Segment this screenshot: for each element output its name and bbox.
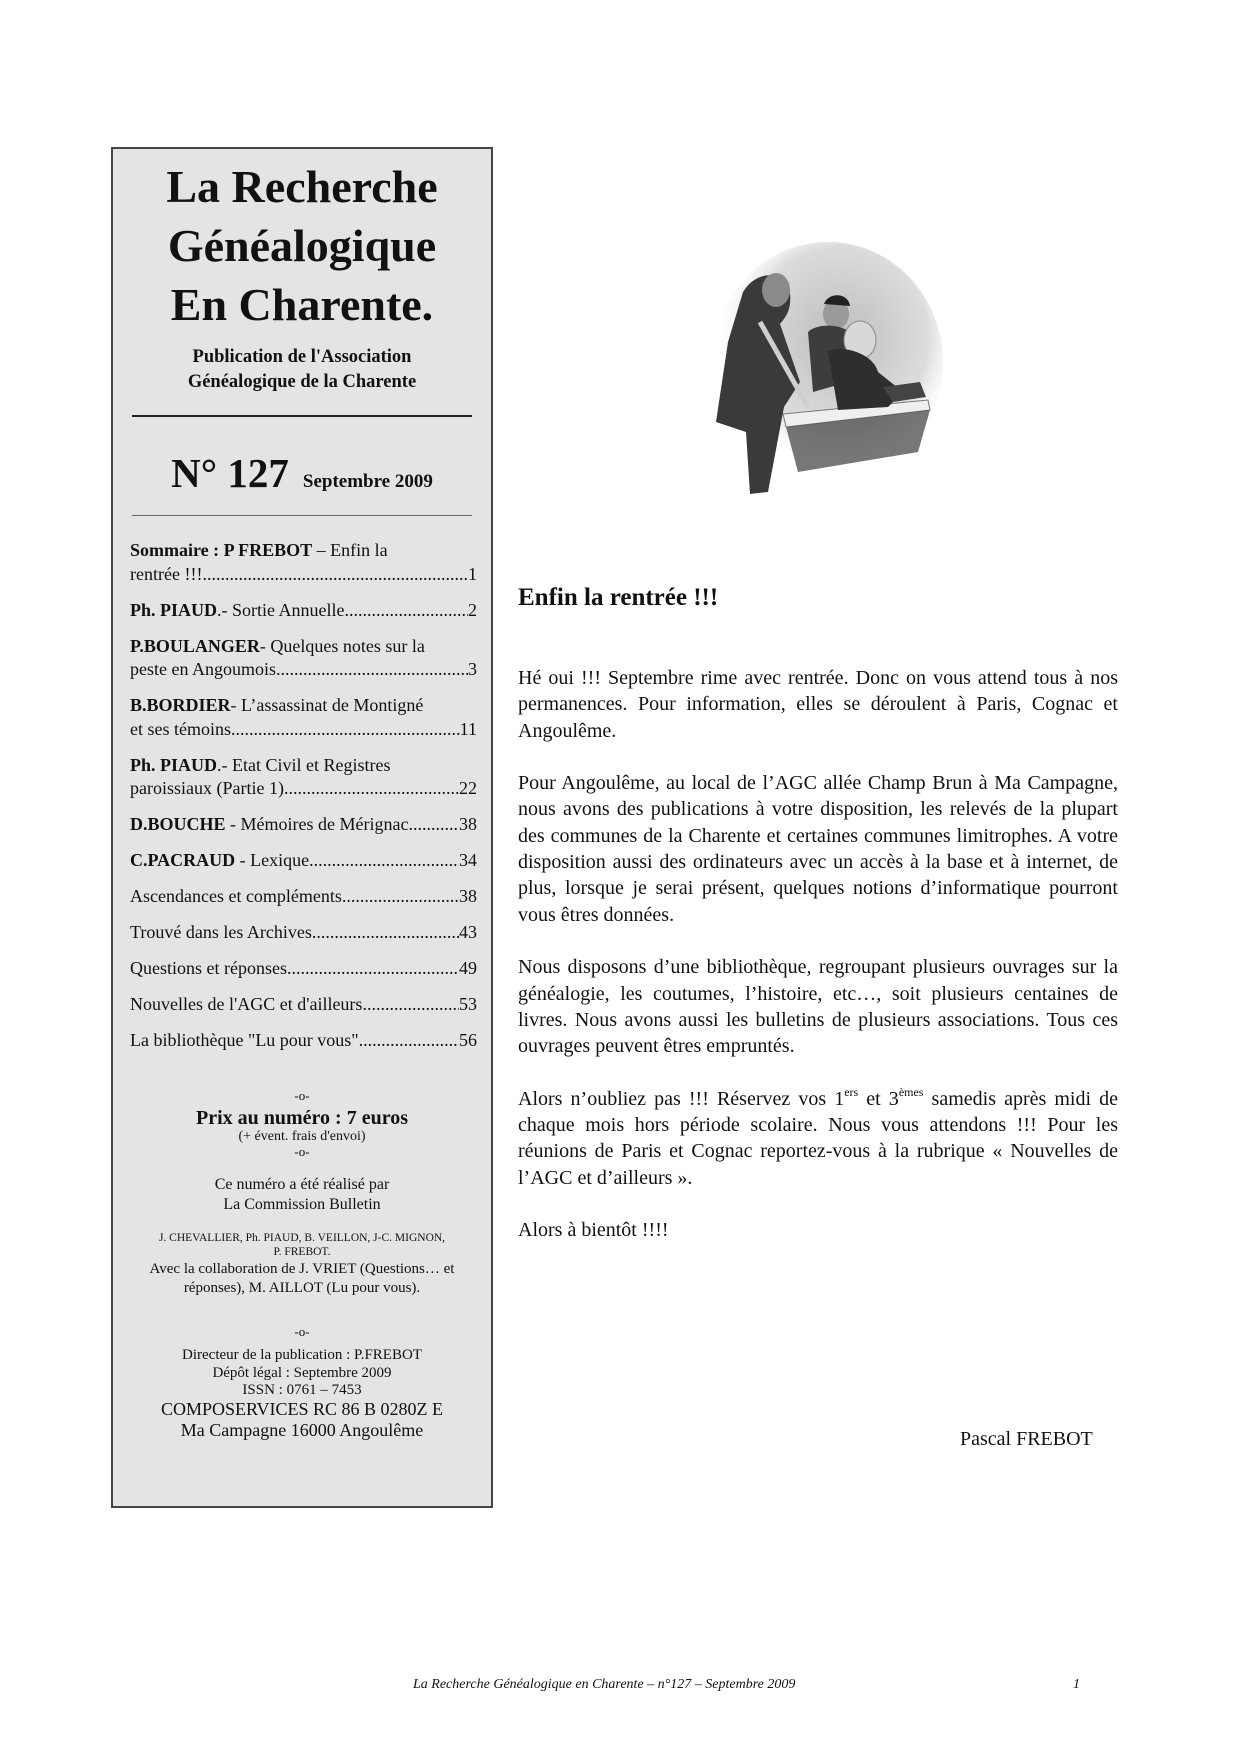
subtitle-line: Généalogique de la Charente — [187, 372, 417, 392]
separator: -o- — [294, 1144, 310, 1159]
running-footer: La Recherche Généalogique en Charente – n°127 – Septembre 2009 — [413, 1677, 796, 1692]
toc-page: 2 — [468, 599, 477, 620]
title-line: Généalogique — [167, 220, 437, 271]
toc-page: 53 — [459, 994, 477, 1014]
credits-line: Ce numéro a été réalisé par — [214, 1176, 390, 1193]
toc-item[interactable] — [130, 599, 477, 623]
toc-title: paroissiaux (Partie 1) — [130, 778, 284, 798]
toc-title: – Enfin la — [312, 540, 388, 560]
toc-item[interactable] — [130, 813, 477, 837]
dot-leader — [359, 1029, 459, 1053]
text-run: Alors n’oubliez pas !!! Réservez vos 1 — [518, 1087, 845, 1110]
toc-title: peste en Angoumois — [130, 659, 276, 679]
toc-title: Nouvelles de l'AGC et d'ailleurs — [130, 994, 363, 1014]
publisher-line: ISSN : 0761 – 7453 — [242, 1382, 362, 1398]
issue-line — [113, 449, 491, 497]
company-info — [113, 1399, 491, 1441]
toc-item[interactable] — [130, 849, 477, 873]
text-run: samedis après midi de chaque mois hors période scolaire. Nous vous attendons !!! Pour les réunions de Paris et Cognac reportez-vous à la rubrique « Nouvelles de l’AGC et d’ailleurs ». — [518, 1087, 1118, 1189]
toc-author: Ph. PIAUD — [130, 599, 218, 620]
dot-leader — [309, 849, 459, 873]
company-line: Ma Campagne 16000 Angoulême — [180, 1420, 424, 1440]
engraving-image-icon — [688, 232, 944, 517]
table-of-contents — [130, 539, 477, 1065]
toc-item[interactable] — [130, 1029, 477, 1053]
masthead-sidebar — [111, 147, 493, 1508]
toc-title: .- Sortie Annuelle — [217, 599, 345, 620]
subtitle-line: Publication de l'Association — [192, 347, 412, 367]
toc-item[interactable] — [130, 694, 477, 741]
toc-page: 34 — [459, 850, 477, 870]
committee-line: J. CHEVALLIER, Ph. PIAUD, B. VEILLON, J-C. MIGNON, — [158, 1232, 446, 1244]
toc-item[interactable] — [130, 921, 477, 945]
article-signature: Pascal FREBOT — [960, 1428, 1093, 1450]
collaboration — [113, 1260, 491, 1298]
toc-title: rentrée !!! — [130, 563, 203, 584]
dot-leader — [276, 658, 468, 682]
toc-title: Trouvé dans les Archives — [130, 922, 312, 942]
credits-line: La Commission Bulletin — [223, 1196, 381, 1213]
toc-title: Questions et réponses — [130, 958, 287, 978]
paragraph — [518, 1086, 1118, 1191]
text-run: et 3 — [858, 1087, 899, 1110]
dot-leader — [231, 718, 460, 742]
toc-page: 43 — [459, 922, 477, 942]
toc-item[interactable] — [130, 539, 477, 586]
engraving-illustration — [688, 232, 944, 517]
dot-leader — [287, 957, 459, 981]
separator: -o- — [294, 1324, 310, 1339]
toc-author: Ph. PIAUD — [130, 754, 218, 775]
title-line: La Recherche — [166, 161, 438, 212]
publisher-line: Dépôt légal : Septembre 2009 — [212, 1364, 392, 1381]
publisher-line: Directeur de la publication : P.FREBOT — [182, 1347, 422, 1363]
separator: -o- — [294, 1088, 310, 1103]
committee — [113, 1231, 491, 1259]
toc-page: 11 — [459, 718, 477, 739]
paragraph: Pour Angoulême, au local de l’AGC allée Champ Brun à Ma Campagne, nous avons des publications à votre disposition, les relevés de la plupart des communes de la Charente et certaines communes limitrophes. A votre disposition aussi des ordinateurs avec un accès à la base et à internet, de plus, lorsque je serai présent, quelques notions d’informatique pourront vous êtres données. — [518, 772, 1118, 926]
toc-author: C.PACRAUD — [130, 850, 236, 870]
toc-title: - Lexique — [235, 850, 310, 870]
toc-page: 56 — [459, 1030, 477, 1050]
divider — [132, 515, 472, 516]
toc-title: La bibliothèque "Lu pour vous" — [130, 1030, 359, 1050]
paragraph: Nous disposons d’une bibliothèque, regroupant plusieurs ouvrages sur la généalogie, les coutumes, l’histoire, etc…, soit plusieurs centaines de livres. Nous avons aussi les bulletins de plusieurs associations. Tous ces ouvrages peuvent êtres empruntés. — [518, 956, 1118, 1058]
toc-title: - Quelques notes sur la — [259, 635, 425, 656]
toc-page: 49 — [459, 958, 477, 978]
issue-number: N° 127 — [171, 450, 289, 496]
page-number: 1 — [1073, 1677, 1080, 1692]
toc-item[interactable] — [130, 993, 477, 1017]
committee-line: P. FREBOT. — [273, 1246, 331, 1258]
toc-page: 38 — [459, 886, 477, 906]
toc-author: D.BOUCHE — [130, 814, 226, 834]
dot-leader — [408, 813, 459, 837]
toc-page: 38 — [459, 814, 477, 834]
article-heading: Enfin la rentrée !!! — [518, 584, 719, 611]
credits — [113, 1175, 491, 1215]
paragraph: Hé oui !!! Septembre rime avec rentrée. Donc on vous attend tous à nos permanences. Pour information, elles se déroulent à Paris, Cognac et Angoulême. — [518, 667, 1118, 742]
toc-title: - L’assassinat de Montigné — [230, 695, 424, 715]
price: Prix au numéro : 7 euros — [195, 1107, 409, 1129]
paragraph: Alors à bientôt !!!! — [518, 1219, 669, 1242]
toc-page: 22 — [459, 778, 477, 798]
toc-page: 1 — [468, 563, 477, 584]
toc-title: et ses témoins — [130, 718, 231, 739]
toc-title: .- Etat Civil et Registres — [217, 754, 391, 775]
collaboration-line: Avec la collaboration de J. VRIET (Questions… et — [149, 1261, 455, 1277]
toc-author: Sommaire : P FREBOT — [130, 540, 313, 560]
dot-leader — [202, 563, 468, 587]
issue-month: Septembre 2009 — [302, 471, 433, 492]
company-line: COMPOSERVICES RC 86 B 0280Z E — [160, 1399, 444, 1419]
dot-leader — [362, 993, 459, 1017]
collaboration-line: réponses), M. AILLOT (Lu pour vous). — [183, 1280, 421, 1296]
price-note: (+ évent. frais d'envoi) — [238, 1129, 366, 1144]
article-body — [518, 665, 1118, 1270]
publisher-info — [113, 1347, 491, 1400]
toc-item[interactable] — [130, 957, 477, 981]
toc-item[interactable] — [130, 754, 477, 801]
ordinal-superscript: ers — [844, 1084, 859, 1099]
divider — [132, 415, 472, 417]
dot-leader — [345, 599, 469, 623]
toc-title: Ascendances et compléments — [130, 886, 342, 906]
toc-author: P.BOULANGER — [130, 635, 260, 656]
title-line: En Charente. — [170, 279, 434, 330]
ordinal-superscript: èmes — [898, 1084, 924, 1099]
dot-leader — [312, 921, 459, 945]
toc-title: - Mémoires de Mérignac — [225, 814, 409, 834]
toc-item[interactable] — [130, 635, 477, 682]
dot-leader — [284, 777, 459, 801]
publication-subtitle — [113, 345, 491, 395]
toc-item[interactable] — [130, 885, 477, 909]
toc-author: B.BORDIER — [130, 695, 231, 715]
toc-page: 3 — [468, 659, 477, 679]
dot-leader — [342, 885, 459, 909]
publication-title — [113, 157, 491, 334]
